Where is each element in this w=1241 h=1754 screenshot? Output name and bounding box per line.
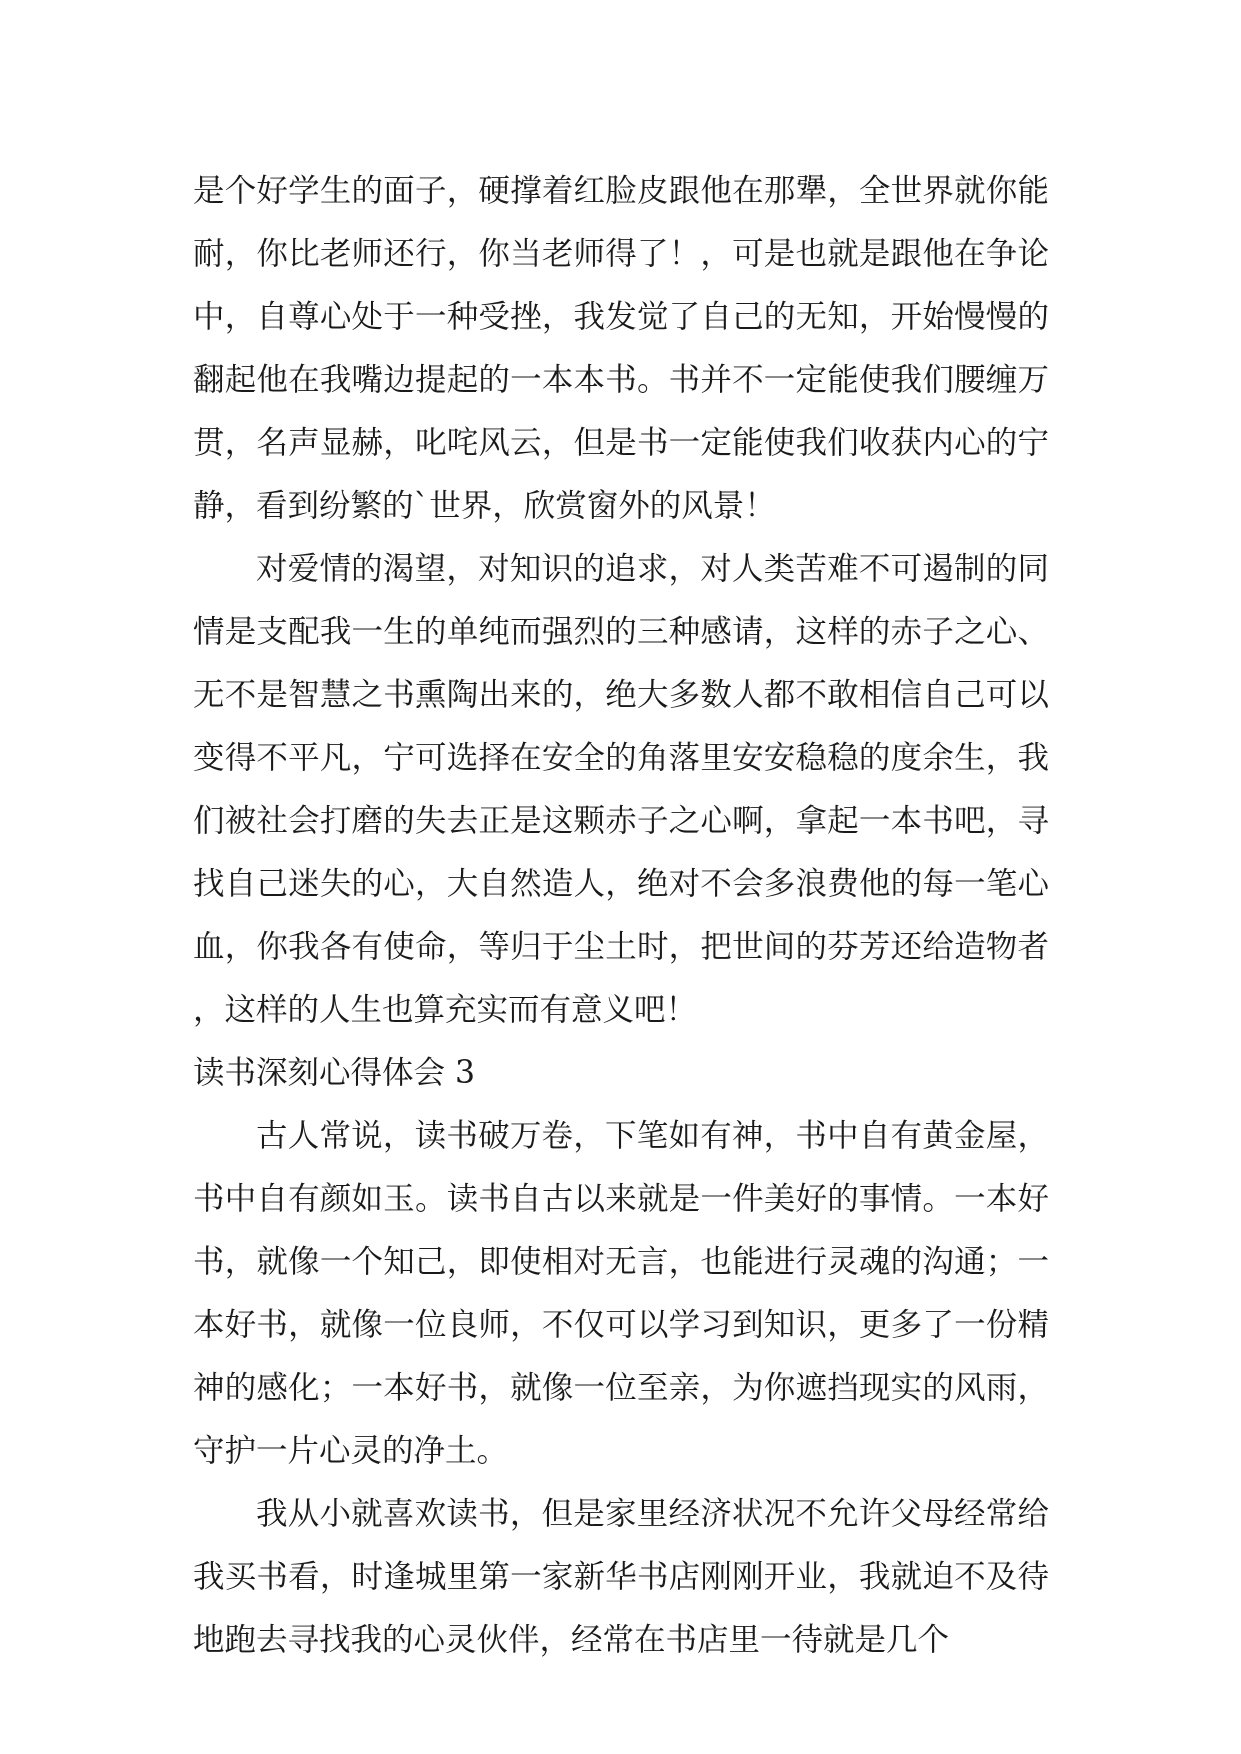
section-heading: 读书深刻心得体会 3: [193, 1055, 476, 1091]
paragraph: 古人常说，读书破万卷，下笔如有神，书中自有黄金屋，书中自有颜如玉。读书自古以来就是一件美好的事情。一本好书，就像一个知己，即使相对无言，也能进行灵魂的沟通；一本好书，就像一位良师，不仅可以学习到知识，更多了一份精神的感化；一本好书，就像一位至亲，为你遮挡现实的风雨，守护一片心灵的净土。: [193, 1118, 1049, 1469]
paragraph-continued: 是个好学生的面子，硬撑着红脸皮跟他在那犟，全世界就你能耐，你比老师还行，你当老师得了！，可是也就是跟他在争论中，自尊心处于一种受挫，我发觉了自己的无知，开始慢慢的翻起他在我嘴边提起的一本本书。书并不一定能使我们腰缠万贯，名声显赫，叱咤风云，但是书一定能使我们收获内心的宁静，看到纷繁的`世界，欣赏窗外的风景！: [193, 173, 1049, 524]
document-body: [193, 160, 1049, 1672]
paragraph: 我从小就喜欢读书，但是家里经济状况不允许父母经常给我买书看，时逢城里第一家新华书店刚刚开业，我就迫不及待地跑去寻找我的心灵伙伴，经常在书店里一待就是几个: [193, 1496, 1049, 1658]
paragraph: 对爱情的渴望，对知识的追求，对人类苦难不可遏制的同情是支配我一生的单纯而强烈的三种感请，这样的赤子之心、无不是智慧之书熏陶出来的，绝大多数人都不敢相信自己可以变得不平凡，宁可选择在安全的角落里安安稳稳的度余生，我们被社会打磨的失去正是这颗赤子之心啊，拿起一本书吧，寻找自己迷失的心，大自然造人，绝对不会多浪费他的每一笔心血，你我各有使命，等归于尘土时，把世间的芬芳还给造物者，这样的人生也算充实而有意义吧！: [193, 551, 1049, 1028]
